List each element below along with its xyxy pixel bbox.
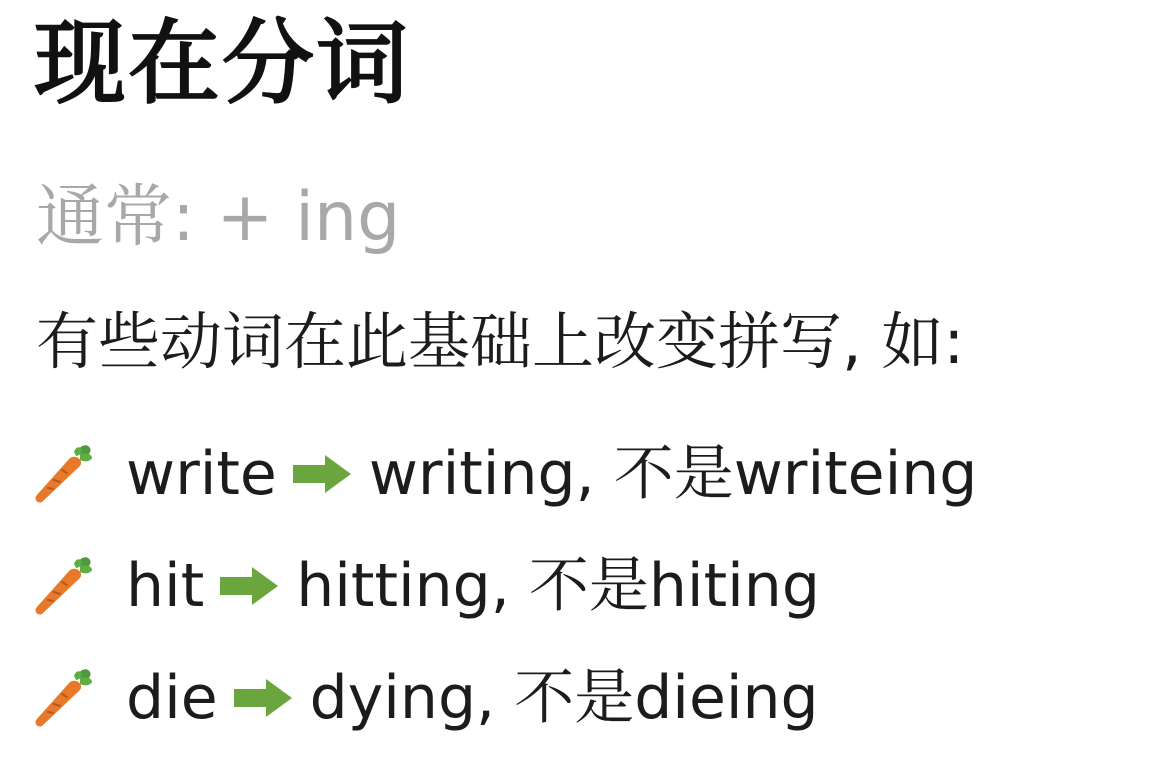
example-item-hit (32, 530, 977, 642)
verb-die: die (126, 663, 218, 733)
carrot-icon (32, 442, 96, 506)
intro-text: 有些动词在此基础上改变拼写, 如: (36, 305, 965, 378)
example-item-write (32, 418, 977, 530)
result-die: dying, 不是dieing (309, 663, 819, 733)
carrot-icon (32, 554, 96, 618)
result-write: writing, 不是writeing (368, 439, 978, 509)
carrot-icon (32, 666, 96, 730)
result-hit: hitting, 不是hiting (296, 551, 820, 621)
right-arrow-icon (218, 565, 280, 607)
general-rule: 通常: + ing (36, 178, 401, 257)
example-item-die (32, 642, 977, 754)
right-arrow-icon (291, 453, 353, 495)
example-list (32, 418, 977, 754)
page-title: 现在分词 (34, 9, 411, 117)
right-arrow-icon (232, 677, 294, 719)
verb-hit: hit (126, 551, 205, 621)
verb-write: write (126, 439, 277, 509)
